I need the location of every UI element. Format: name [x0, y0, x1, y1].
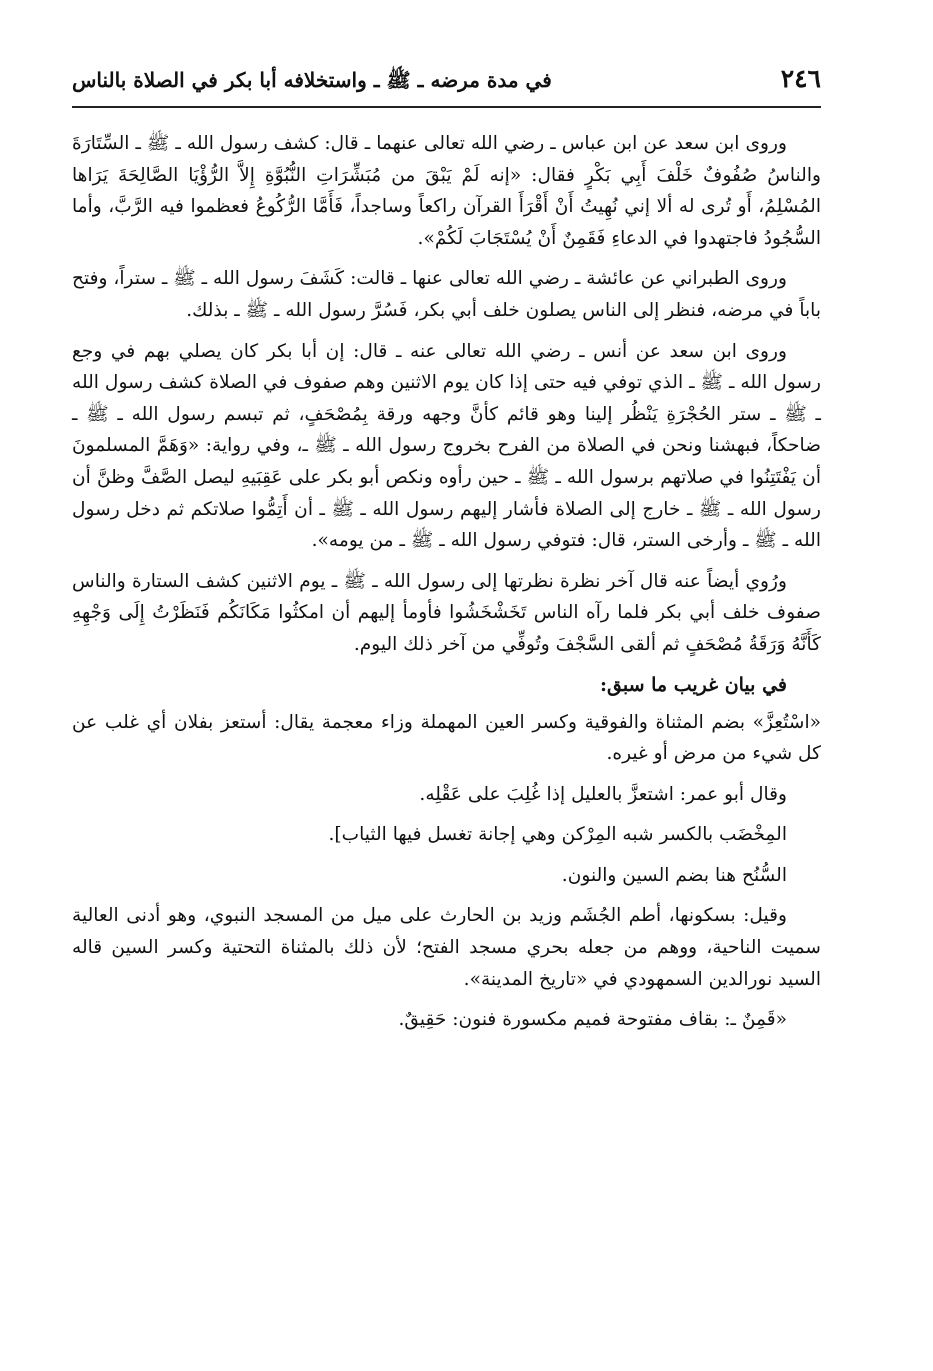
- note-sunuh: السُّنُح هنا بضم السين والنون.: [561, 864, 787, 886]
- note-istuizza: «اسْتُعِزَّ» بضم المثناة والفوقية وكسر العين المهملة وزاء معجمة يقال: أستعز بفلان أي غلب عن كل شيء من مرض أو غيره.: [72, 711, 821, 765]
- note-qamin: «قَمِنٌ ـ: بقاف مفتوحة فميم مكسورة فنون: حَقِيقٌ.: [398, 1009, 787, 1031]
- note-abu-umar: وقال أبو عمر: اشتعزَّ بالعليل إذا غُلِبَ على عَقْلِه.: [419, 783, 787, 805]
- paragraph-last-look: ورُوي أيضاً عنه قال آخر نظرة نظرتها إلى رسول الله ـ ﷺ ـ يوم الاثنين كشف الستارة والناس صفوف خلف أبي بكر فلما رآه الناس تَخَشْخَشُوا فأومأ إليهم أن امكثُوا مَكَانَكُم فَنَظَرْتُ إِلَى وَجْهِهِ كَأَنَّهُ وَرَقَةُ مُصْحَفٍ ثم ألقى السَّجْفَ وتُوفِّي من آخر ذلك اليوم.: [72, 570, 821, 655]
- paragraph-ibn-saad-ibn-abbas: وروى ابن سعد عن ابن عباس ـ رضي الله تعالى عنهما ـ قال: كشف رسول الله ـ ﷺ ـ السِّتَارَةَ والناسُ صُفُوفٌ خَلْفَ أَبِي بَكْرٍ فقال: «إنه لَمْ يَبْقَ من مُبَشِّرَاتِ النُّبُوَّةِ إِلاَّ الرُّؤْيَا الصَّالِحَةَ يَرَاها المُسْلِمُ، أَو تُرى له ألا إني نُهِيتُ أَنْ أَقْرَأَ القرآن راكعاً وساجداً، فَأَمَّا الرُّكُوعُ فعظموا فيه الرَّبَّ، وأما السُّجُودُ فاجتهدوا في الدعاءِ فَقَمِنٌ أَنْ يُسْتَجَابَ لَكُمْ».: [72, 133, 821, 249]
- running-title: في مدة مرضه ـ ﷺ ـ واستخلافه أبا بكر في الصلاة بالناس: [72, 68, 552, 92]
- page-header: [72, 62, 821, 108]
- main-text: [72, 128, 821, 1045]
- note-sukun: وقيل: بسكونها، أطم الجُشَم وزيد بن الحارث على ميل من المسجد النبوي، وهو أدنى العالية سميت الناحية، ووهم من جعله بحري مسجد الفتح؛ لأن ذلك بالمثناة التحتية وكسر السين قاله السيد نورالدين السمهودي في «تاريخ المدينة».: [72, 905, 821, 990]
- paragraph-tabarani-aisha: وروى الطبراني عن عائشة ـ رضي الله تعالى عنها ـ قالت: كَشَفَ رسول الله ـ ﷺ ـ ستراً، وفتح باباً في مرضه، فنظر إلى الناس يصلون خلف أبي بكر، فَسُرَّ رسول الله ـ ﷺ ـ بذلك.: [72, 268, 821, 321]
- page-number: ٢٤٦: [780, 64, 821, 93]
- note-mikhdab: المِخْضَب بالكسر شبه المِرْكن وهي إجانة تغسل فيها الثياب].: [328, 824, 787, 846]
- paragraph-ibn-saad-anas: وروى ابن سعد عن أنس ـ رضي الله تعالى عنه ـ قال: إن أبا بكر كان يصلي بهم في وجع رسول الله ـ ﷺ ـ الذي توفي فيه حتى إذا كان يوم الاثنين وهم صفوف في الصلاة كشف رسول الله ـ ﷺ ـ ستر الحُجْرَةِ يَنْظُر إلينا وهو قائم كأنَّ وجهه ورقة بِمُصْحَفٍ، ثم تبسم رسول الله ـ ﷺ ـ ضاحكاً، فبهشنا ونحن في الصلاة من الفرح بخروج رسول الله ـ ﷺ ـ، وفي رواية: «وَهَمَّ المسلمونَ أن يَفْتَتِنُوا في صلاتهم برسول الله ـ ﷺ ـ حين رأوه ونكص أبو بكر على عَقِبَيهِ ليصل الصَّفَّ وظنَّ أن رسول الله ـ ﷺ ـ خارج إلى الصلاة فأشار إليهم رسول الله ـ ﷺ ـ أن أَتِمُّوا صلاتكم ثم دخل رسول الله ـ ﷺ ـ وأرخى الستر، قال: فتوفي رسول الله ـ ﷺ ـ من يومه».: [72, 340, 821, 552]
- section-heading: في بيان غريب ما سبق:: [600, 673, 787, 696]
